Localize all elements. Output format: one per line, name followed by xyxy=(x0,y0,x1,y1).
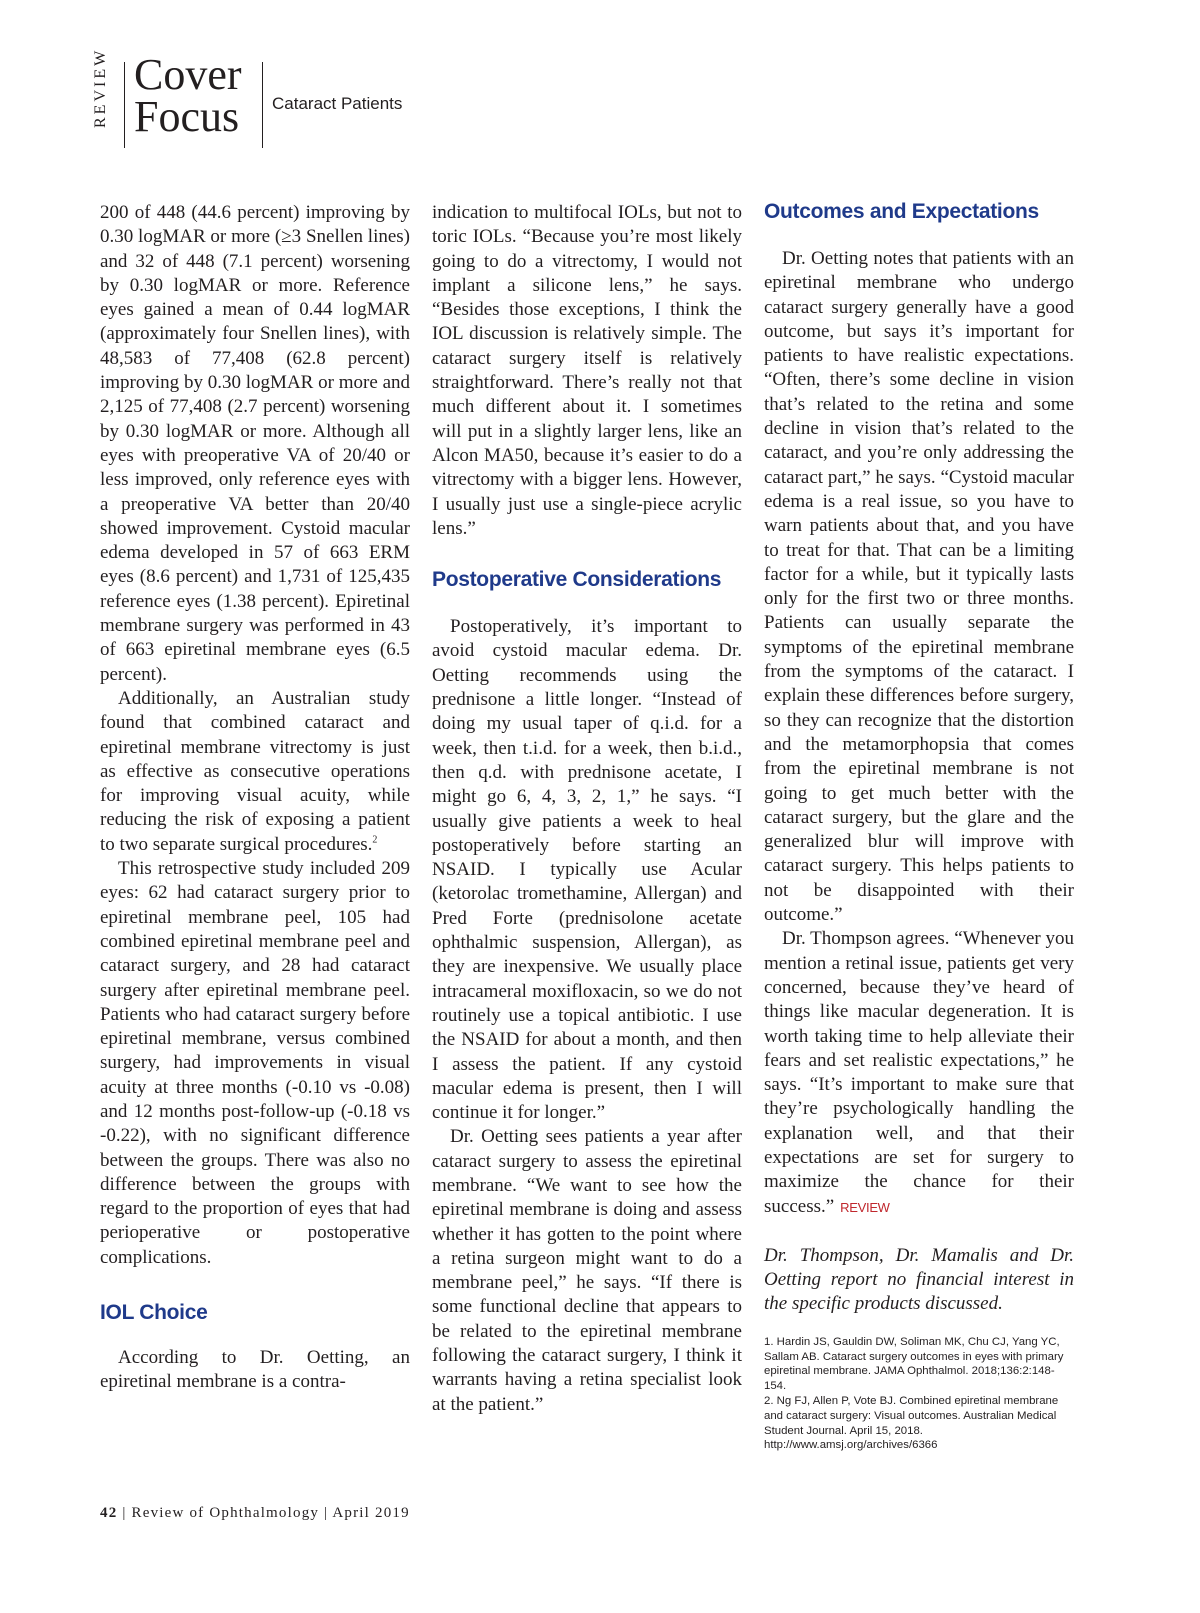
footer-separator: | xyxy=(324,1505,329,1521)
heading-postoperative-considerations: Postoperative Considerations xyxy=(432,568,722,592)
page-footer xyxy=(100,1505,410,1522)
reference-marker: 2 xyxy=(372,834,378,846)
paragraph: According to Dr. Oetting, an epiretinal membrane is a contra- xyxy=(100,1347,410,1393)
issue-date: April 2019 xyxy=(332,1505,410,1521)
paragraph: 200 of 448 (44.6 percent) improving by 0.30 logMAR or more (≥3 Snellen lines) and 32 of 448 (7.1 percent) worsening by 0.30 logMAR or more. Reference eyes gained a mean of 0.44 logMAR (approximately four Snellen lines), with 48,583 of 77,408 (62.8 percent) improving by 0.30 logMAR or more and 2,125 of 77,408 (2.7 percent) worsening by 0.30 logMAR or more. Although all eyes with preoperative VA of 20/40 or less improved, only reference eyes with a preoperative VA better than 20/40 showed improvement. Cystoid macular edema developed in 57 of 663 ERM eyes (8.6 percent) and 1,731 of 125,435 reference eyes (1.38 percent). Epiretinal membrane surgery was performed in 43 of 663 epiretinal membrane eyes (6.5 percent). xyxy=(100,202,410,685)
heading-outcomes-and-expectations: Outcomes and Expectations xyxy=(764,200,1039,223)
reference-item: 2. Ng FJ, Allen P, Vote BJ. Combined epiretinal membrane and cataract surgery: Visual outcomes. Australian Medical Student Journal. April 15, 2018. http://www.amsj.org/archives/6366 xyxy=(764,1394,1059,1452)
paragraph-text: Additionally, an Australian study found that combined cataract and epiretinal membrane vitrectomy is just as effective as consecutive operations for improving visual acuity, while reducing the risk of exposing a patient to two separate surgical procedures. xyxy=(100,687,410,855)
references xyxy=(764,1335,1074,1453)
column-2 xyxy=(432,201,742,1417)
focus-word: Focus xyxy=(134,92,240,141)
paragraph: This retrospective study included 209 eyes: 62 had cataract surgery prior to epiretinal membrane peel, 105 had combined epiretinal membrane peel and cataract surgery, and 28 had cataract surgery after epiretinal membrane peel. Patients who had cataract surgery before epiretinal membrane, versus combined surgery, had improvements in visual acuity at three months (-0.10 vs -0.08) and 12 months post-follow-up (-0.18 vs -0.22), with no significant difference between the groups. There was also no difference between the groups with regard to the proportion of eyes that had perioperative or postoperative complications. xyxy=(100,858,410,1268)
column-1 xyxy=(100,201,410,1395)
review-vertical-label: REVIEW xyxy=(92,47,109,128)
paragraph: indication to multifocal IOLs, but not to toric IOLs. “Because you’re most likely going to do a vitrectomy, I would not implant a silicone lens,” he says. “Besides those exceptions, I think the IOL discussion is relatively simple. The cataract surgery itself is relatively straightforward. There’s really not that much different about it. I sometimes will put in a slightly larger lens, like an Alcon MA50, because it’s easier to do a vitrectomy with a bigger lens. However, I usually just use a single-piece acrylic lens.” xyxy=(432,202,742,539)
masthead-divider-left xyxy=(124,62,125,148)
paragraph-text: Dr. Thompson agrees. “Whenever you mention a retinal issue, patients get very concerned, because they’ve heard of things like macular degeneration. It is worth taking time to help alleviate their fears and set realistic expectations,” he says. “It’s important to make sure that they’re psychologically handling the explanation well, and that their expectations are set for surgery to maximize the chance for their success.” xyxy=(764,928,1074,1217)
cover-word: Cover xyxy=(134,50,242,99)
review-end-mark: REVIEW xyxy=(840,1199,890,1215)
heading-iol-choice: IOL Choice xyxy=(100,1301,208,1325)
cover-focus-title xyxy=(134,50,242,141)
financial-disclosure: Dr. Thompson, Dr. Mamalis and Dr. Oetting report no financial interest in the specific products discussed. xyxy=(764,1244,1074,1315)
reference-item: 1. Hardin JS, Gauldin DW, Soliman MK, Chu CJ, Yang YC, Sallam AB. Cataract surgery outcomes in eyes with primary epiretinal membrane. JAMA Ophthalmol. 2018;136:2:148-154. xyxy=(764,1335,1064,1393)
paragraph: Dr. Oetting notes that patients with an epiretinal membrane who undergo cataract surgery generally have a good outcome, but says it’s important for patients to have realistic expectations. “Often, there’s some decline in vision that’s related to the retina and some decline in vision that’s related to the cataract, and you’re only addressing the cataract part,” he says. “Cystoid macular edema is a real issue, so you have to warn patients about that, and you have to treat for that. That can be a limiting factor for a while, but it typically lasts only for the first two or three months. Patients can usually separate the symptoms of the epiretinal membrane from the symptoms of the cataract. I explain these differences before surgery, so they can recognize that the distortion and the metamorphopsia that comes from the epiretinal membrane is not going to get much better with the cataract surgery, but the glare and the generalized blur will improve with cataract surgery. This helps patients to not be disappointed with their outcome.” xyxy=(764,248,1074,926)
publication-name: Review of Ophthalmology xyxy=(131,1505,320,1521)
footer-separator: | xyxy=(122,1505,127,1521)
page-number: 42 xyxy=(100,1505,118,1521)
section-label: Cataract Patients xyxy=(272,94,403,113)
paragraph xyxy=(100,687,410,857)
paragraph: Dr. Oetting sees patients a year after cataract surgery to assess the epiretinal membrane. “We want to see how the epiretinal membrane is doing and assess whether it has gotten to the point where a retina surgeon might want to do a membrane peel,” he says. “If there is some functional decline that appears to be related to the epiretinal membrane following the cataract surgery, I think it warrants having a retina specialist look at the patient.” xyxy=(432,1126,742,1415)
column-3 xyxy=(764,201,1074,1453)
paragraph xyxy=(764,927,1074,1220)
masthead-divider-right xyxy=(262,62,263,148)
paragraph: Postoperatively, it’s important to avoid cystoid macular edema. Dr. Oetting recommends using the prednisone a little longer. “Instead of doing my usual taper of q.i.d. for a week, then t.i.d. for a week, then b.i.d., then q.d. with prednisone acetate, I might go 6, 4, 3, 2, 1,” he says. “I usually give patients a week to heal postoperatively before starting an NSAID. I typically use Acular (ketorolac tromethamine, Allergan) and Pred Forte (prednisolone acetate ophthalmic suspension, Allergan), as they are inexpensive. We usually place intracameral moxifloxacin, so we do not routinely use a topical antibiotic. I use the NSAID for about a month, and then I assess the patient. If any cystoid macular edema is present, then I will continue it for longer.” xyxy=(432,616,742,1124)
